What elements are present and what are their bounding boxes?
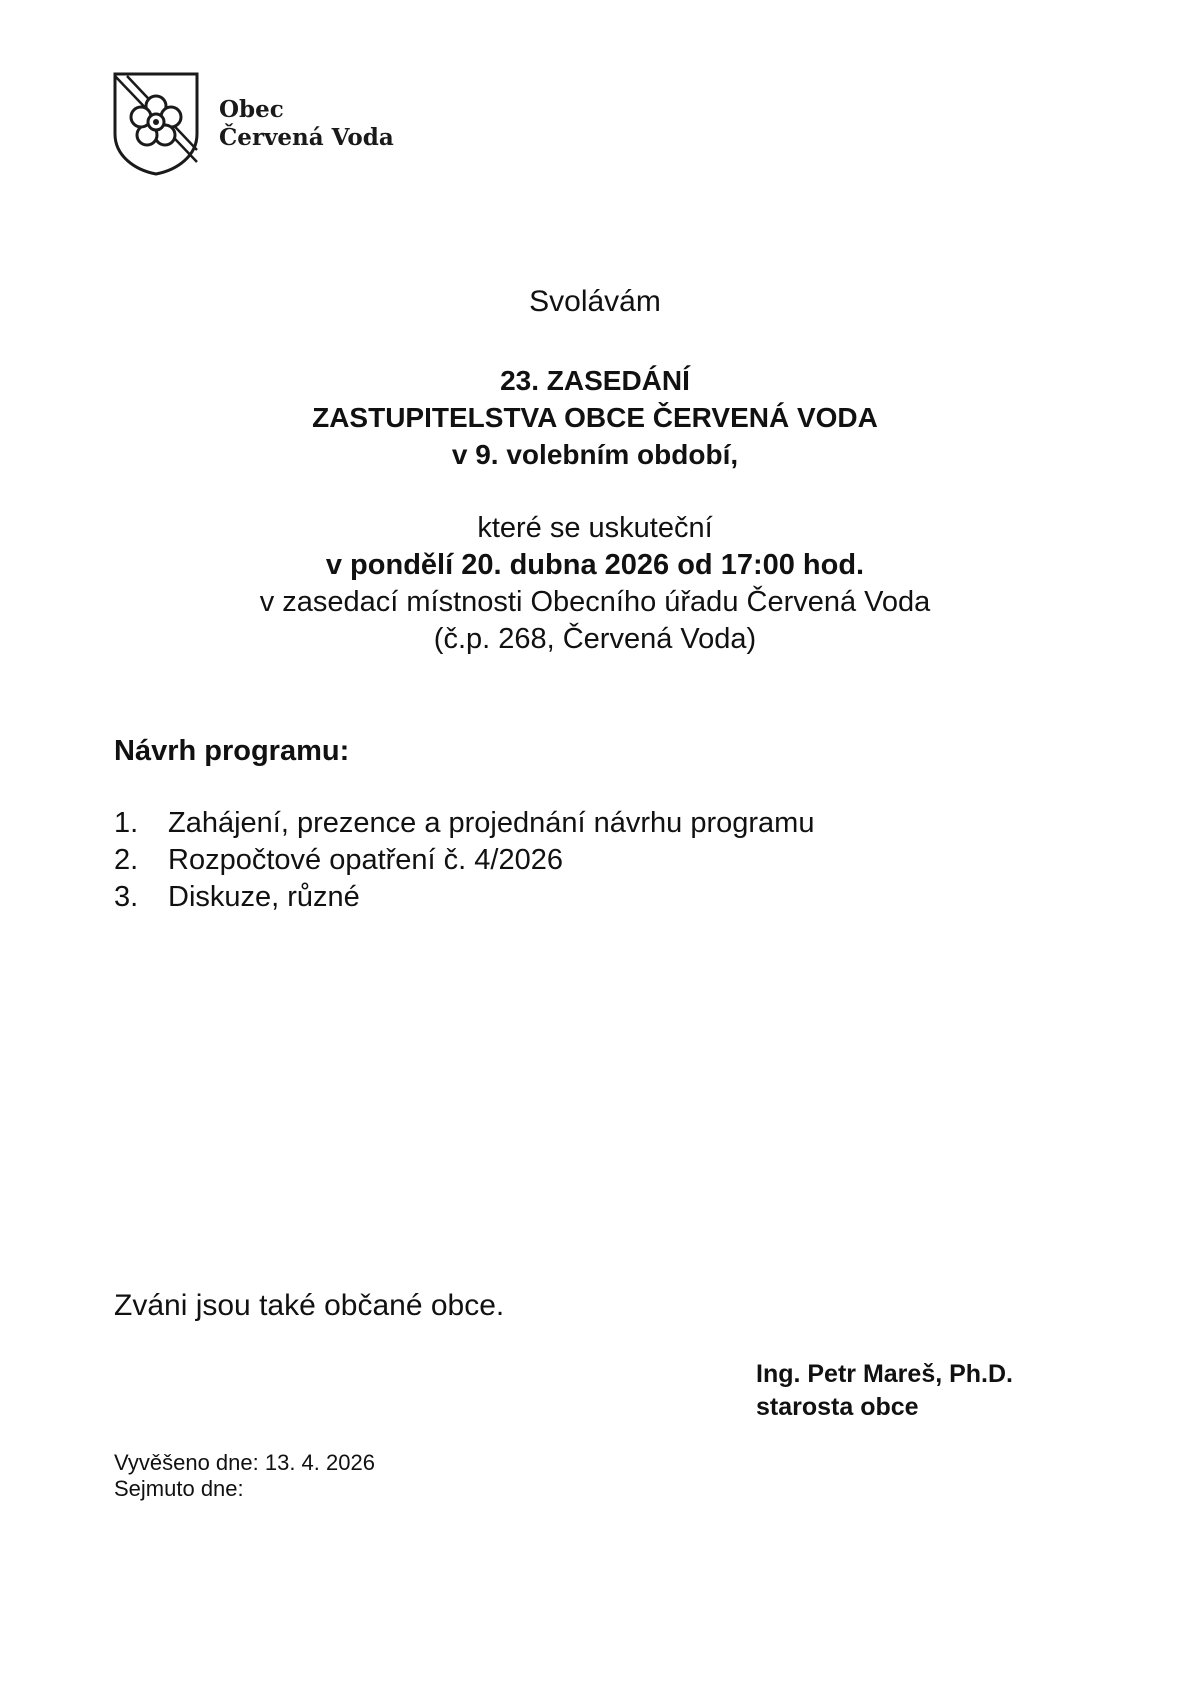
agenda-item-text: Rozpočtové opatření č. 4/2026 [168,844,563,876]
meeting-intro: které se uskuteční [477,512,713,544]
title-line-3: v 9. volebním období, [451,439,739,470]
signature-block [756,1358,1013,1424]
posted-date: Vyvěšeno dne: 13. 4. 2026 [114,1450,375,1475]
logo-line-2: Červená Voda [219,124,394,151]
public-invitation: Zváni jsou také občané obce. [114,1289,505,1322]
title-line-2: ZASTUPITELSTVA OBCE ČERVENÁ VODA [312,402,878,433]
agenda-item-number: 2. [114,844,139,876]
posting-info [114,1450,375,1502]
meeting-datetime: v pondělí 20. dubna 2026 od 17:00 hod. [325,549,865,581]
logo-text [219,96,394,152]
meeting-details [0,510,1190,658]
meeting-address: (č.p. 268, Červená Voda) [433,623,757,655]
agenda-item [114,805,814,842]
agenda-item-text: Zahájení, prezence a projednání návrhu programu [168,807,815,839]
signatory-name: Ing. Petr Mareš, Ph.D. [756,1360,1014,1388]
title-line-1: 23. ZASEDÁNÍ [500,365,690,396]
meeting-title [0,362,1190,473]
logo-line-1: Obec [219,96,284,123]
agenda-item-text: Diskuze, různé [168,881,360,913]
agenda-item [114,842,814,879]
removed-date: Sejmuto dne: [114,1476,244,1501]
agenda-item-number: 1. [114,807,139,839]
coat-of-arms-icon [113,72,199,176]
agenda-list [114,805,814,916]
convocation-intro: Svolávám [529,285,661,318]
program-heading: Návrh programu: [114,735,350,767]
agenda-item [114,879,814,916]
agenda-item-number: 3. [114,881,139,913]
signatory-role: starosta obce [756,1393,919,1421]
meeting-place: v zasedací místnosti Obecního úřadu Červená Voda [259,586,931,618]
municipality-logo [113,72,413,177]
